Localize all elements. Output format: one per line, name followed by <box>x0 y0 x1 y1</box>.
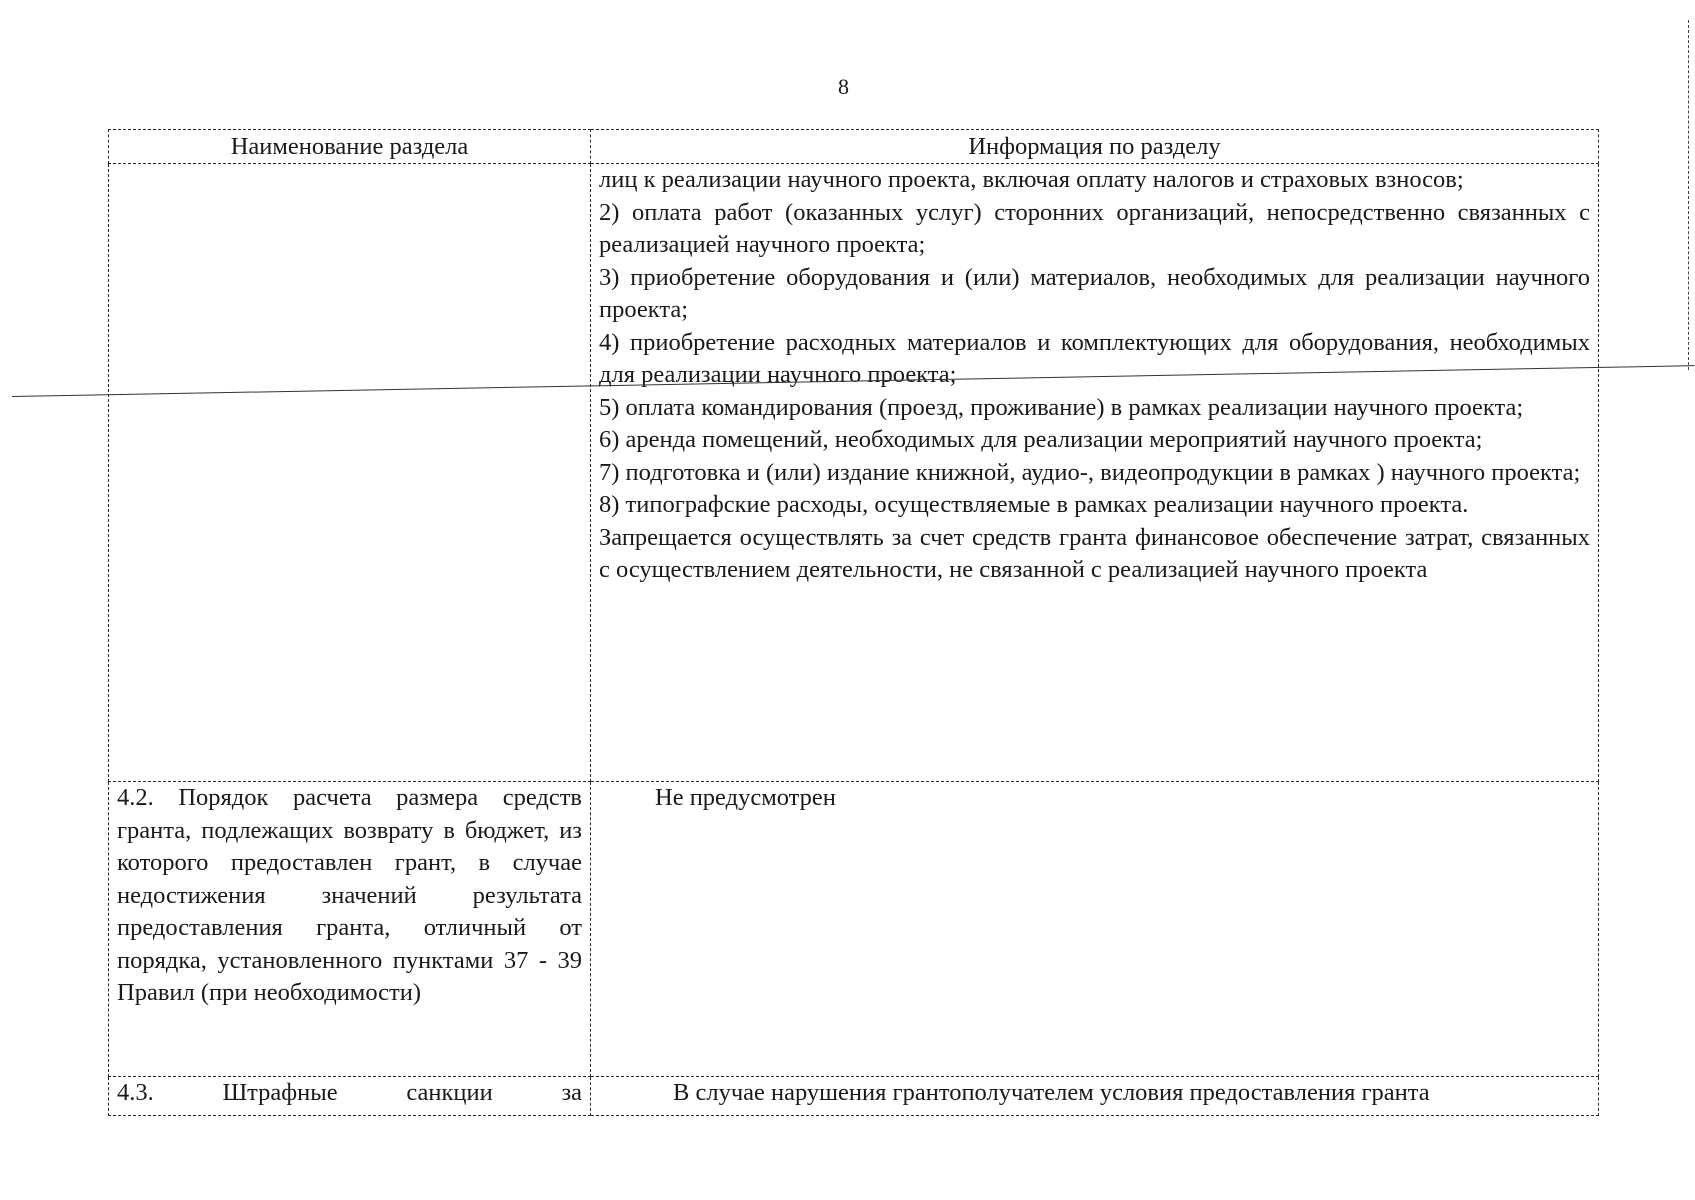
section-info-table <box>108 129 1599 1116</box>
info-line: 5) оплата командирования (проезд, проживание) в рамках реализации научного проекта; <box>599 393 1524 421</box>
info-line: 2) оплата работ (оказанных услуг) сторонних организаций, непосредственно связанных с реализацией научного проекта; <box>599 198 1590 258</box>
info-line: 4) приобретение расходных материалов и комплектующих для оборудования, необходимых для реализации научного проекта; <box>599 328 1590 388</box>
info-line: лиц к реализации научного проекта, включая оплату налогов и страховых взносов; <box>599 166 1464 193</box>
info-line: Запрещается осуществлять за счет средств гранта финансовое обеспечение затрат, связанных с осуществлением деятельности, не связанной с реализацией научного проекта <box>599 523 1590 583</box>
section-name-cell: 4.2. Порядок расчета размера средств гранта, подлежащих возврату в бюджет, из которого предоставлен грант, в случае недостижения значений результата предоставления гранта, отличный от порядка, установленного пунктами 37 - 39 Правил (при необходимости) <box>109 782 591 1077</box>
info-line: 7) подготовка и (или) издание книжной, аудио-, видеопродукции в рамках ) научного проекта; <box>599 458 1581 486</box>
section-info-cell <box>591 164 1599 782</box>
section-name-cell <box>109 164 591 782</box>
info-line: 8) типографские расходы, осуществляемые в рамках реализации научного проекта. <box>599 491 1469 518</box>
info-line: 6) аренда помещений, необходимых для реализации мероприятий научного проекта; <box>599 426 1483 453</box>
header-section-name: Наименование раздела <box>109 130 591 164</box>
table-row <box>109 164 1599 782</box>
page-number: 8 <box>838 74 849 99</box>
scan-artifact-edge <box>1688 20 1689 370</box>
section-info-cell: Не предусмотрен <box>591 782 1599 1077</box>
table-row <box>109 782 1599 1077</box>
section-info-cell: В случае нарушения грантополучателем условия предоставления гранта <box>591 1077 1599 1116</box>
section-name-cell: 4.3. Штрафные санкции за <box>109 1077 591 1116</box>
table-row <box>109 1077 1599 1116</box>
header-section-info: Информация по разделу <box>591 130 1599 164</box>
table-header-row <box>109 130 1599 164</box>
info-line: 3) приобретение оборудования и (или) материалов, необходимых для реализации научного проекта; <box>599 263 1590 323</box>
